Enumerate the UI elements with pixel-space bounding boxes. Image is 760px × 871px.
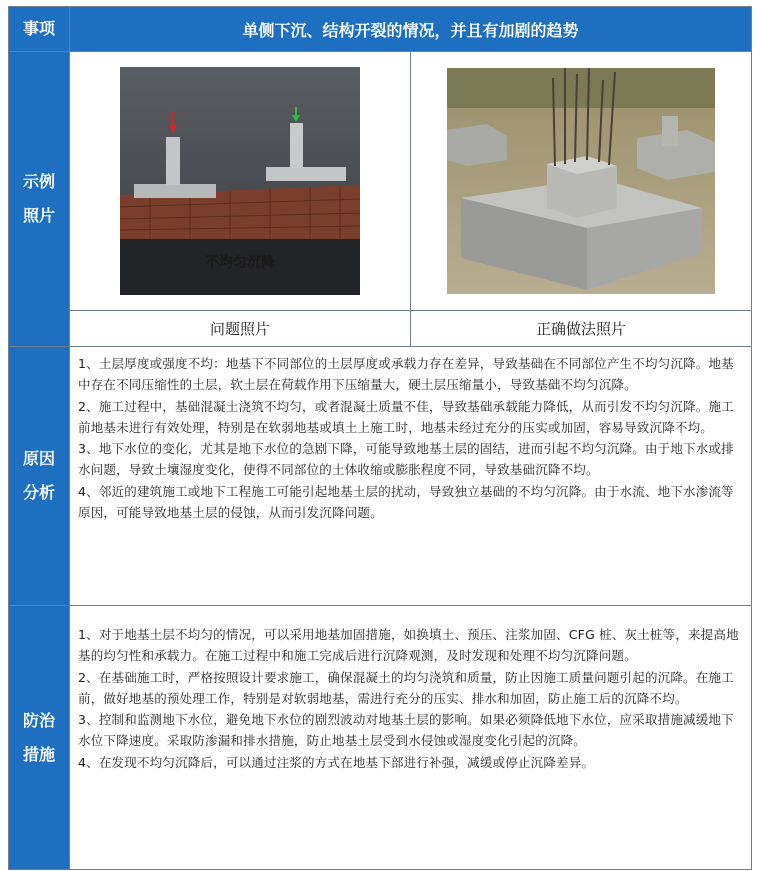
fix-label (9, 606, 70, 869)
problem-photo-cell (70, 52, 410, 310)
cause-label-line1: 原因 (22, 449, 55, 468)
cause-paragraph: 2、施工过程中，基础混凝土浇筑不均匀，或者混凝土质量不佳，导致基础承载能力降低，从而引发不均匀沉降。施工前地基未进行有效处理，特别是在软弱地基或填土上施工时，地基未经过充分的压实或加固，容易导致沉降不均。 (78, 398, 734, 435)
correct-caption: 正确做法照片 (410, 311, 751, 346)
problem-overlay-text: 不均匀沉降 (205, 255, 275, 272)
photo-grid (70, 52, 751, 346)
correct-photo (447, 68, 715, 294)
photo-label-line2: 照片 (22, 206, 55, 225)
defect-table (8, 6, 752, 870)
fix-row (9, 606, 751, 869)
fix-paragraph: 2、在基础施工时，严格按照设计要求施工，确保混凝土的均匀浇筑和质量，防止因施工质量问题引起的沉降。在施工前，做好地基的预处理工作，特别是对软弱地基，需进行充分的压实、排水和加固，防止施工后的沉降不均。 (78, 669, 734, 706)
cause-paragraph: 4、邻近的建筑施工或地下工程施工可能引起地基土层的扰动，导致独立基础的不均匀沉降。由于水流、地下水渗流等原因，可能导致地基土层的侵蚀，从而引发沉降问题。 (78, 483, 734, 521)
fix-label-line1: 防治 (22, 710, 55, 730)
problem-photo (120, 67, 360, 295)
photo-captions (70, 311, 751, 346)
cause-label (9, 347, 70, 605)
photo-label (9, 52, 70, 346)
fix-paragraph: 1、对于地基土层不均匀的情况，可以采用地基加固措施，如换填土、预压、注浆加固、CFG 桩、灰土桩等，来提高地基的均匀性和承载力。在施工过程中和施工完成后进行沉降观测，及时发现和处理不均匀沉降问题。 (78, 627, 739, 664)
cause-row (9, 347, 751, 606)
fix-paragraph: 3、控制和监测地下水位，避免地下水位的剧烈波动对地基土层的影响。如果必须降低地下水位，应采取措施减缓地下水位下降速度。采取防渗漏和排水措施，防止地基土层受到水侵蚀或湿度变化引起的沉降。 (78, 712, 734, 749)
fix-label-line2: 措施 (22, 744, 55, 764)
cause-text (70, 347, 751, 605)
header-title: 单侧下沉、结构开裂的情况，并且有加剧的趋势 (70, 7, 751, 51)
header-row (9, 7, 751, 52)
cause-label-line2: 分析 (22, 483, 55, 502)
photo-images (70, 52, 751, 311)
photo-label-line1: 示例 (22, 172, 55, 191)
fix-text (70, 606, 751, 869)
cause-paragraph: 3、地下水位的变化，尤其是地下水位的急剧下降，可能导致地基土层的固结，进而引起不均匀沉降。由于地下水或排水问题，导致土壤湿度变化，使得不同部位的土体收缩或膨胀程度不同，导致基础沉降不均。 (78, 441, 734, 478)
fix-paragraph: 4、在发现不均匀沉降后，可以通过注浆的方式在地基下部进行补强，减缓或停止沉降差异。 (78, 754, 595, 770)
photo-row (9, 52, 751, 347)
header-label: 事项 (9, 7, 70, 51)
cause-paragraph: 1、土层厚度或强度不均：地基下不同部位的土层厚度或承载力存在差异，导致基础在不同部位产生不均匀沉降。地基中存在不同压缩性的土层，软土层在荷载作用下压缩量大，硬土层压缩量小，导致基础不均匀沉降。 (78, 356, 734, 393)
correct-photo-cell (410, 52, 751, 310)
problem-caption: 问题照片 (209, 320, 270, 339)
